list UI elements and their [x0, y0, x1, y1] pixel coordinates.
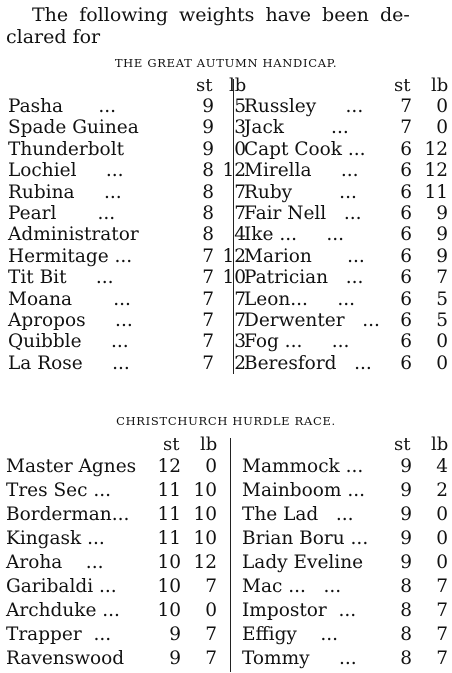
- weight-pounds: 3: [234, 117, 246, 139]
- horse-name: Jack ...: [244, 117, 349, 139]
- horse-name: Lady Eveline: [242, 552, 364, 573]
- horse-name: Lochiel ...: [8, 160, 124, 182]
- weight-pounds: 10: [193, 480, 217, 501]
- horse-name: Ravenswood: [6, 648, 125, 669]
- weight-stone: 11: [157, 504, 181, 525]
- weight-pounds: 0: [436, 96, 448, 117]
- horse-name: Capt Cook ...: [244, 138, 366, 160]
- table-row: [242, 504, 448, 525]
- weight-stone: 7: [202, 310, 214, 331]
- weight-pounds: 10: [193, 504, 217, 525]
- weight-stone: 6: [400, 224, 412, 246]
- weight-stone: 9: [202, 96, 214, 117]
- horse-name: Hermitage ...: [8, 245, 133, 267]
- table-row: [8, 267, 246, 288]
- weight-stone: 10: [157, 552, 181, 573]
- table-row: [8, 117, 246, 138]
- weight-stone: 12: [157, 456, 181, 477]
- intro-line-1: The following weights have been de-: [32, 4, 410, 26]
- horse-name: Brian Boru ...: [242, 528, 369, 549]
- weight-stone: 9: [400, 480, 412, 501]
- weight-pounds: 5: [436, 310, 448, 331]
- table-row: [242, 480, 448, 501]
- weight-stone: 6: [400, 245, 412, 267]
- weight-pounds: 0: [436, 528, 448, 549]
- weight-stone: 11: [157, 480, 181, 501]
- st-header: st: [394, 75, 411, 96]
- horse-name: Mac ... ...: [242, 576, 342, 597]
- weight-stone: 10: [157, 600, 181, 621]
- table-row: [8, 331, 246, 352]
- weight-pounds: 12: [222, 160, 246, 182]
- weight-pounds: 7: [205, 648, 217, 669]
- weight-pounds: 7: [436, 267, 448, 289]
- weight-stone: 7: [202, 267, 214, 289]
- weight-pounds: 0: [205, 600, 217, 621]
- horse-name: Ruby ...: [244, 181, 357, 203]
- table-row: [8, 96, 246, 117]
- weight-pounds: 9: [436, 203, 448, 224]
- weight-pounds: 7: [436, 576, 448, 597]
- weight-pounds: 7: [205, 576, 217, 597]
- weight-stone: 7: [202, 245, 214, 267]
- table-row: [8, 310, 246, 331]
- horse-name: Spade Guinea: [8, 117, 139, 139]
- weight-stone: 9: [202, 117, 214, 139]
- weight-pounds: 0: [436, 331, 448, 353]
- table-row: [6, 624, 217, 645]
- weight-stone: 6: [400, 331, 412, 353]
- horse-name: Aroha ...: [6, 552, 104, 573]
- st-header: st: [394, 434, 411, 455]
- horse-name: Thunderbolt: [8, 138, 125, 160]
- st-header: st: [163, 434, 180, 455]
- weight-pounds: 7: [436, 648, 448, 669]
- horse-name: Tres Sec ...: [6, 480, 112, 501]
- horse-name: La Rose ...: [8, 352, 130, 374]
- weight-stone: 9: [169, 648, 181, 669]
- weight-pounds: 7: [436, 600, 448, 621]
- table-row: [6, 504, 217, 525]
- weight-pounds: 9: [436, 224, 448, 246]
- table-row: [8, 224, 246, 245]
- weight-stone: 10: [157, 576, 181, 597]
- table-row: [242, 624, 448, 645]
- horse-name: Leon... ...: [244, 288, 355, 310]
- lb-header: lb: [229, 75, 247, 96]
- table-row: [244, 139, 448, 160]
- weight-pounds: 0: [436, 504, 448, 525]
- weight-pounds: 0: [205, 456, 217, 477]
- weight-stone: 6: [400, 288, 412, 310]
- weight-stone: 11: [157, 528, 181, 549]
- table-row: [8, 289, 246, 310]
- table-row: [244, 117, 448, 138]
- horse-name: Rubina ...: [8, 181, 122, 203]
- weight-stone: 6: [400, 138, 412, 160]
- weight-pounds: 10: [222, 267, 246, 289]
- horse-name: Pearl ...: [8, 203, 116, 224]
- horse-name: Tommy ...: [242, 648, 357, 669]
- section-title: CHRISTCHURCH HURDLE RACE.: [116, 414, 336, 428]
- horse-name: Master Agnes: [6, 456, 137, 477]
- intro-line-2: clared for: [6, 26, 101, 48]
- horse-name: Archduke ...: [6, 600, 120, 621]
- table-row: [6, 480, 217, 501]
- table-row: [242, 600, 448, 621]
- table-row: [244, 203, 448, 224]
- weight-stone: 7: [400, 117, 412, 139]
- weight-pounds: 10: [193, 528, 217, 549]
- table-row: [244, 353, 448, 374]
- table-row: [244, 289, 448, 310]
- weight-stone: 7: [202, 288, 214, 310]
- horse-name: Mammock ...: [242, 456, 364, 477]
- weight-pounds: 4: [234, 224, 246, 246]
- weight-stone: 7: [400, 96, 412, 117]
- horse-name: Patrician ...: [244, 267, 364, 289]
- lb-header: lb: [431, 434, 449, 455]
- weight-stone: 6: [400, 181, 412, 203]
- column-divider: [233, 79, 234, 374]
- table-row: [242, 528, 448, 549]
- table-row: [244, 331, 448, 352]
- weight-pounds: 9: [436, 245, 448, 267]
- weight-stone: 8: [400, 624, 412, 645]
- horse-name: The Lad ...: [242, 504, 354, 525]
- table-row: [6, 600, 217, 621]
- weight-pounds: 5: [436, 288, 448, 310]
- weight-pounds: 7: [436, 624, 448, 645]
- weight-stone: 8: [400, 648, 412, 669]
- table-row: [8, 203, 246, 224]
- weight-stone: 8: [202, 160, 214, 182]
- table-row: [8, 182, 246, 203]
- table-row: [6, 456, 217, 477]
- weight-stone: 9: [400, 504, 412, 525]
- table-row: [244, 224, 448, 245]
- weight-pounds: 12: [222, 245, 246, 267]
- weight-pounds: 0: [234, 138, 246, 160]
- horse-name: Pasha ...: [8, 96, 117, 117]
- table-row: [6, 576, 217, 597]
- weight-stone: 6: [400, 203, 412, 224]
- weight-pounds: 0: [436, 552, 448, 573]
- weight-stone: 9: [169, 624, 181, 645]
- horse-name: Ike ... ...: [244, 224, 345, 246]
- weight-stone: 8: [202, 181, 214, 203]
- lb-header: lb: [431, 75, 449, 96]
- horse-name: Effigy ...: [242, 624, 339, 645]
- table-row: [244, 160, 448, 181]
- table-row: [242, 648, 448, 669]
- weight-stone: 6: [400, 310, 412, 331]
- weight-pounds: 7: [234, 181, 246, 203]
- weight-stone: 6: [400, 352, 412, 374]
- table-row: [242, 552, 448, 573]
- weight-stone: 9: [400, 456, 412, 477]
- horse-name: Mirella ...: [244, 160, 359, 182]
- horse-name: Mainboom ...: [242, 480, 365, 501]
- horse-name: Fog ... ...: [244, 331, 350, 353]
- weight-pounds: 2: [234, 352, 246, 374]
- weight-pounds: 12: [424, 160, 448, 182]
- weight-pounds: 12: [193, 552, 217, 573]
- weight-stone: 8: [202, 224, 214, 246]
- table-row: [244, 182, 448, 203]
- horse-name: Derwenter ...: [244, 310, 380, 331]
- horse-name: Moana ...: [8, 288, 131, 310]
- table-row: [244, 267, 448, 288]
- horse-name: Marion ...: [244, 245, 365, 267]
- horse-name: Quibble ...: [8, 331, 129, 353]
- weight-pounds: 2: [436, 480, 448, 501]
- weight-stone: 8: [400, 600, 412, 621]
- weight-stone: 9: [400, 528, 412, 549]
- weight-stone: 9: [202, 138, 214, 160]
- table-row: [8, 160, 246, 181]
- table-row: [244, 246, 448, 267]
- section-title: THE GREAT AUTUMN HANDICAP.: [114, 56, 338, 70]
- horse-name: Administrator: [8, 224, 139, 246]
- table-row: [6, 528, 217, 549]
- table-row: [8, 246, 246, 267]
- column-divider: [230, 438, 231, 672]
- weight-pounds: 0: [436, 352, 448, 374]
- weight-stone: 8: [400, 576, 412, 597]
- weight-pounds: 12: [424, 138, 448, 160]
- horse-name: Garibaldi ...: [6, 576, 117, 597]
- lb-header: lb: [200, 434, 218, 455]
- table-row: [8, 139, 246, 160]
- weight-stone: 6: [400, 267, 412, 289]
- weight-pounds: 7: [234, 288, 246, 310]
- table-row: [244, 96, 448, 117]
- table-row: [6, 552, 217, 573]
- weight-pounds: 7: [205, 624, 217, 645]
- weight-pounds: 3: [234, 331, 246, 353]
- horse-name: Beresford ...: [244, 352, 372, 374]
- horse-name: Apropos ...: [8, 310, 133, 331]
- weight-pounds: 4: [436, 456, 448, 477]
- horse-name: Trapper ...: [6, 624, 112, 645]
- table-row: [242, 456, 448, 477]
- table-row: [244, 310, 448, 331]
- weight-stone: 9: [400, 552, 412, 573]
- horse-name: Tit Bit ...: [8, 267, 114, 289]
- weight-pounds: 5: [234, 96, 246, 117]
- horse-name: Russley ...: [244, 96, 364, 117]
- weight-pounds: 0: [436, 117, 448, 139]
- weight-stone: 6: [400, 160, 412, 182]
- horse-name: Kingask ...: [6, 528, 105, 549]
- weight-pounds: 11: [424, 181, 448, 203]
- weight-pounds: 7: [234, 203, 246, 224]
- horse-name: Borderman...: [6, 504, 130, 525]
- table-row: [8, 353, 246, 374]
- table-row: [242, 576, 448, 597]
- table-row: [6, 648, 217, 669]
- weight-stone: 7: [202, 331, 214, 353]
- weight-stone: 8: [202, 203, 214, 224]
- weight-stone: 7: [202, 352, 214, 374]
- horse-name: Fair Nell ...: [244, 203, 362, 224]
- weight-pounds: 7: [234, 310, 246, 331]
- st-header: st: [196, 75, 213, 96]
- horse-name: Impostor ...: [242, 600, 357, 621]
